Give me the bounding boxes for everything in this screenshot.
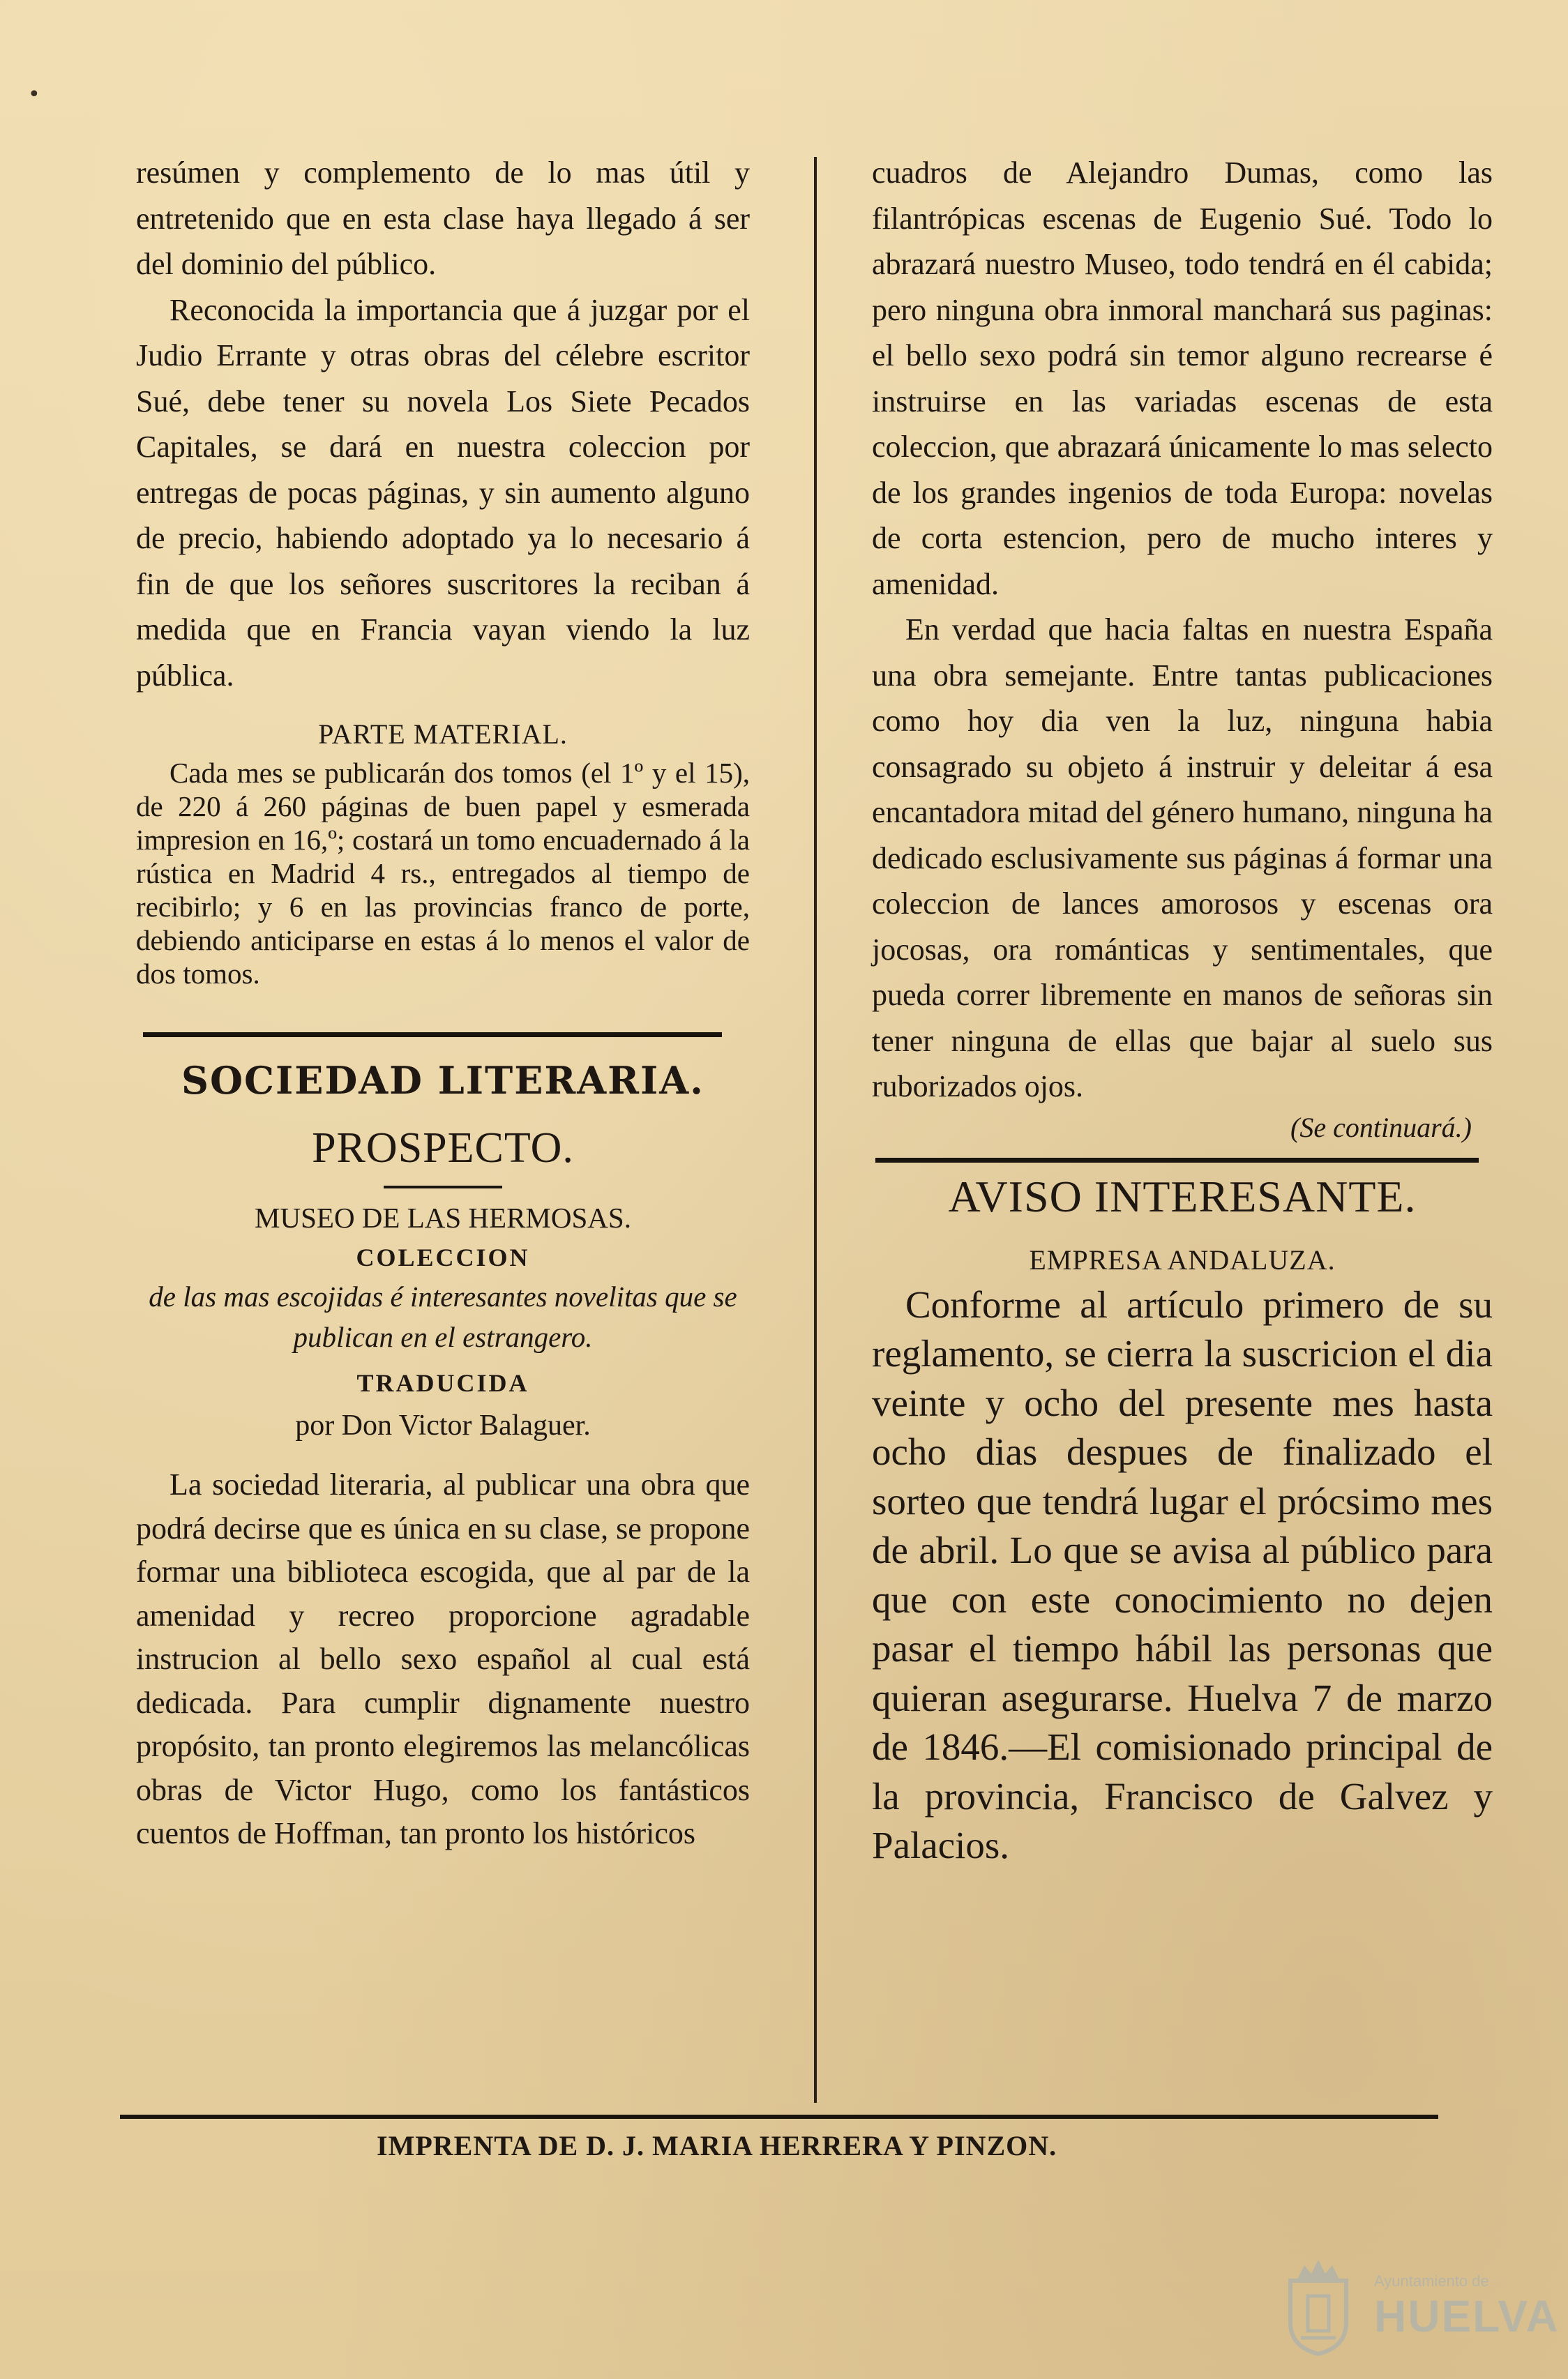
- left-column: [136, 150, 750, 1856]
- section-rule: [143, 1032, 722, 1037]
- collection-subtitle: de las mas escojidas é interesantes novelitas que se publican en el estrangero.: [149, 1281, 737, 1353]
- column-divider: [814, 157, 817, 2103]
- museum-title: MUSEO DE LAS HERMOSAS.: [255, 1202, 631, 1234]
- prospect-text: La sociedad literaria, al publicar una obra que podrá decirse que es única en su clase, se propone formar una biblioteca escogida, que al par de la amenidad y recreo proporcione agradable instrucion al bello sexo español al cual está dedicada. Para cumplir dignamente nuestro propósito, tan pronto elegiremos las melancólicas obras de Victor Hugo, como los fantásticos cuentos de Hoffman, tan pronto los históricos: [136, 1467, 750, 1850]
- title-rule: [384, 1186, 502, 1188]
- right-paragraph-1: cuadros de Alejandro Dumas, como las filantrópicas escenas de Eugenio Sué. Todo lo abrazará nuestro Museo, todo tendrá en él cabida; pero ninguna obra inmoral manchará sus paginas: el bello sexo podrá sin temor alguno recrearse é instruirse en las variadas escenas de esta coleccion, que abrazará únicamente lo mas selecto de los grandes ingenios de toda Europa: novelas de corta estencion, pero de mucho interes y amenidad.: [872, 156, 1493, 601]
- archive-watermark: [1276, 2253, 1560, 2357]
- continued-note: (Se continuará.): [1290, 1111, 1472, 1143]
- translated-label: TRADUCIDA: [356, 1369, 529, 1397]
- ink-mark: •: [28, 82, 40, 107]
- city-crest-icon: [1276, 2253, 1360, 2357]
- intro-paragraph-1: resúmen y complemento de lo mas útil y entretenido que en esta clase haya llegado á ser del dominio del público.: [136, 156, 750, 281]
- translator-line: por Don Victor Balaguer.: [295, 1410, 591, 1442]
- parte-material-text: Cada mes se publicarán dos tomos (el 1º y el 15), de 220 á 260 páginas de buen papel y esmerada impresion en 16,º; costará un tomo encuadernado á la rústica en Madrid 4 rs., entregados al tiempo de recibirlo; y 6 en las provincias franco de porte, debiendo anticiparse en estas á lo menos el valor de dos tomos.: [136, 757, 750, 990]
- society-title: SOCIEDAD LITERARIA.: [181, 1058, 704, 1103]
- notice-text: Conforme al artículo primero de su reglamento, se cierra la suscricion el dia veinte y ocho del presente mes hasta ocho dias despues de finalizado el sorteo que tendrá lugar el prócsimo mes de abril. Lo que se avisa al público para que con este conocimiento no dejen pasar el tiempo hábil las personas que quieran asegurarse. Huelva 7 de marzo de 1846.—El comisionado principal de la provincia, Francisco de Galvez y Palacios.: [872, 1283, 1493, 1866]
- parte-material-heading: PARTE MATERIAL.: [318, 718, 568, 750]
- prospect-title: PROSPECTO.: [312, 1124, 574, 1172]
- watermark-line-1: Ayuntamiento de: [1374, 2272, 1489, 2290]
- notice-title: AVISO INTERESANTE.: [948, 1171, 1417, 1221]
- bottom-rule: [120, 2115, 1438, 2119]
- watermark-line-2: HUELVA: [1374, 2291, 1560, 2341]
- intro-paragraph-2: Reconocida la importancia que á juzgar por el Judio Errante y otras obras del célebre escritor Sué, debe tener su novela Los Siete Pecados Capitales, se dará en nuestra coleccion por entregas de pocas páginas, y sin aumento alguno de precio, habiendo adoptado ya lo necesario á fin de que los señores suscritores la reciban á medida que en Francia vayan viendo la luz pública.: [136, 292, 750, 693]
- imprint-line: IMPRENTA DE D. J. MARIA HERRERA Y PINZON.: [377, 2130, 1057, 2161]
- section-rule: [875, 1158, 1479, 1163]
- right-column: [872, 150, 1493, 1871]
- right-paragraph-2: En verdad que hacia faltas en nuestra España una obra semejante. Entre tantas publicaciones como hoy dia ven la luz, ninguna habia consagrado su objeto á instruir y deleitar á esa encantadora mitad del género humano, ninguna ha dedicado esclusivamente sus páginas á formar una coleccion de lances amorosos y escenas ora jocosas, ora románticas y sentimentales, que pueda correr libremente en manos de señoras sin tener ninguna de ellas que bajar al suelo sus ruborizados ojos.: [872, 612, 1493, 1103]
- company-name: EMPRESA ANDALUZA.: [1029, 1244, 1336, 1276]
- collection-label: COLECCION: [356, 1244, 530, 1271]
